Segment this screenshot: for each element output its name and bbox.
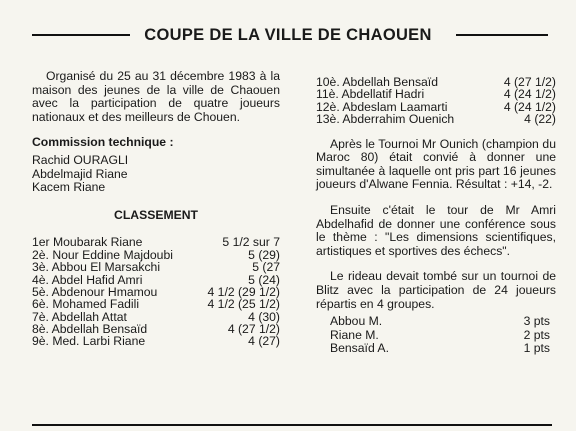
player-name: Riane M.: [330, 327, 379, 342]
player-score: 4 (27): [248, 334, 280, 349]
ranking-row: [32, 261, 280, 273]
classement-heading: CLASSEMENT: [114, 207, 198, 222]
player-score: 4 (22): [524, 112, 556, 127]
player-name: 1er Moubarak Riane: [32, 235, 143, 250]
player-name: 8è. Abdellah Bensaïd: [32, 322, 148, 337]
player-name: 4è. Abdel Hafid Amri: [32, 272, 143, 287]
title-rule-right: [456, 34, 548, 36]
player-name: 11è. Abdellatif Hadri: [316, 87, 425, 102]
player-points: 2 pts: [523, 327, 550, 342]
commission-member: Abdelmajid Riane: [32, 166, 128, 181]
commission-heading: Commission technique :: [32, 135, 174, 150]
ranking-row: [316, 113, 556, 125]
player-score: 5 (27: [252, 260, 280, 275]
blitz-paragraph: Le rideau devait tombé sur un tournoi de Blitz avec la participation de 24 joueurs répartis en 4 groupes.: [316, 269, 556, 311]
ranking-row: [32, 335, 280, 347]
blitz-result-row: [330, 342, 550, 356]
commission-member: Rachid OURAGLI: [32, 152, 129, 167]
player-score: 4 (27 1/2): [503, 75, 556, 89]
bottom-rule: [32, 424, 552, 426]
right-column: [316, 76, 556, 356]
player-score: 4 (27 1/2): [227, 322, 280, 337]
player-name: Bensaïd A.: [330, 341, 389, 356]
player-score: 4 1/2 (29 1/2): [207, 284, 280, 299]
player-score: 5 1/2 sur 7: [222, 235, 280, 250]
player-name: 13è. Abderrahim Ouenich: [316, 112, 455, 127]
blitz-result-row: [330, 329, 550, 343]
blitz-result-row: [330, 315, 550, 329]
ranking-row: [316, 88, 556, 100]
player-name: 10è. Abdellah Bensaïd: [316, 75, 438, 89]
player-name: 3è. Abbou El Marsakchi: [32, 260, 161, 275]
left-column: [32, 70, 280, 348]
commission-member: Kacem Riane: [32, 180, 106, 195]
player-score: 5 (24): [248, 272, 280, 287]
player-name: Abbou M.: [330, 314, 383, 329]
classement-list-continued: [316, 76, 556, 126]
player-name: 7è. Abdellah Attat: [32, 309, 127, 324]
player-name: 6è. Mohamed Fadili: [32, 297, 140, 312]
player-points: 3 pts: [523, 314, 550, 329]
classement-list: [32, 236, 280, 348]
player-points: 1 pts: [523, 341, 550, 356]
player-score: 5 (29): [248, 247, 280, 262]
player-score: 4 (24 1/2): [503, 99, 556, 114]
player-score: 4 (24 1/2): [503, 87, 556, 102]
ranking-row: [32, 298, 280, 310]
conference-paragraph: Ensuite c'était le tour de Mr Amri Abdelhafid de donner une conférence sous le thème : "Les dimensions scientifiques, artistiques et sportives des échecs".: [316, 202, 556, 258]
player-name: 9è. Med. Larbi Riane: [32, 334, 146, 349]
player-name: 12è. Abdeslam Laamarti: [316, 99, 448, 114]
blitz-results: [316, 315, 556, 356]
player-score: 4 1/2 (25 1/2): [207, 297, 280, 312]
intro-paragraph: Organisé du 25 au 31 décembre 1983 à la maison des jeunes de la ville de Chaouen avec la participation de quatre joueurs nationaux et des meilleurs de Chouen.: [32, 69, 280, 124]
article-title: COUPE DE LA VILLE DE CHAOUEN: [144, 26, 432, 44]
player-score: 4 (30): [248, 309, 280, 324]
simultaneous-paragraph: Après le Tournoi Mr Ounich (champion du Maroc 80) était convié à donner une simultanée à laquelle ont pris part 16 jeunes joueurs d'Alwane Fennia. Résultat : +14, -2.: [316, 136, 556, 192]
ranking-row: [32, 236, 280, 248]
player-name: 2è. Nour Eddine Majdoubi: [32, 247, 173, 262]
player-name: 5è. Abdenour Hmamou: [32, 284, 158, 299]
